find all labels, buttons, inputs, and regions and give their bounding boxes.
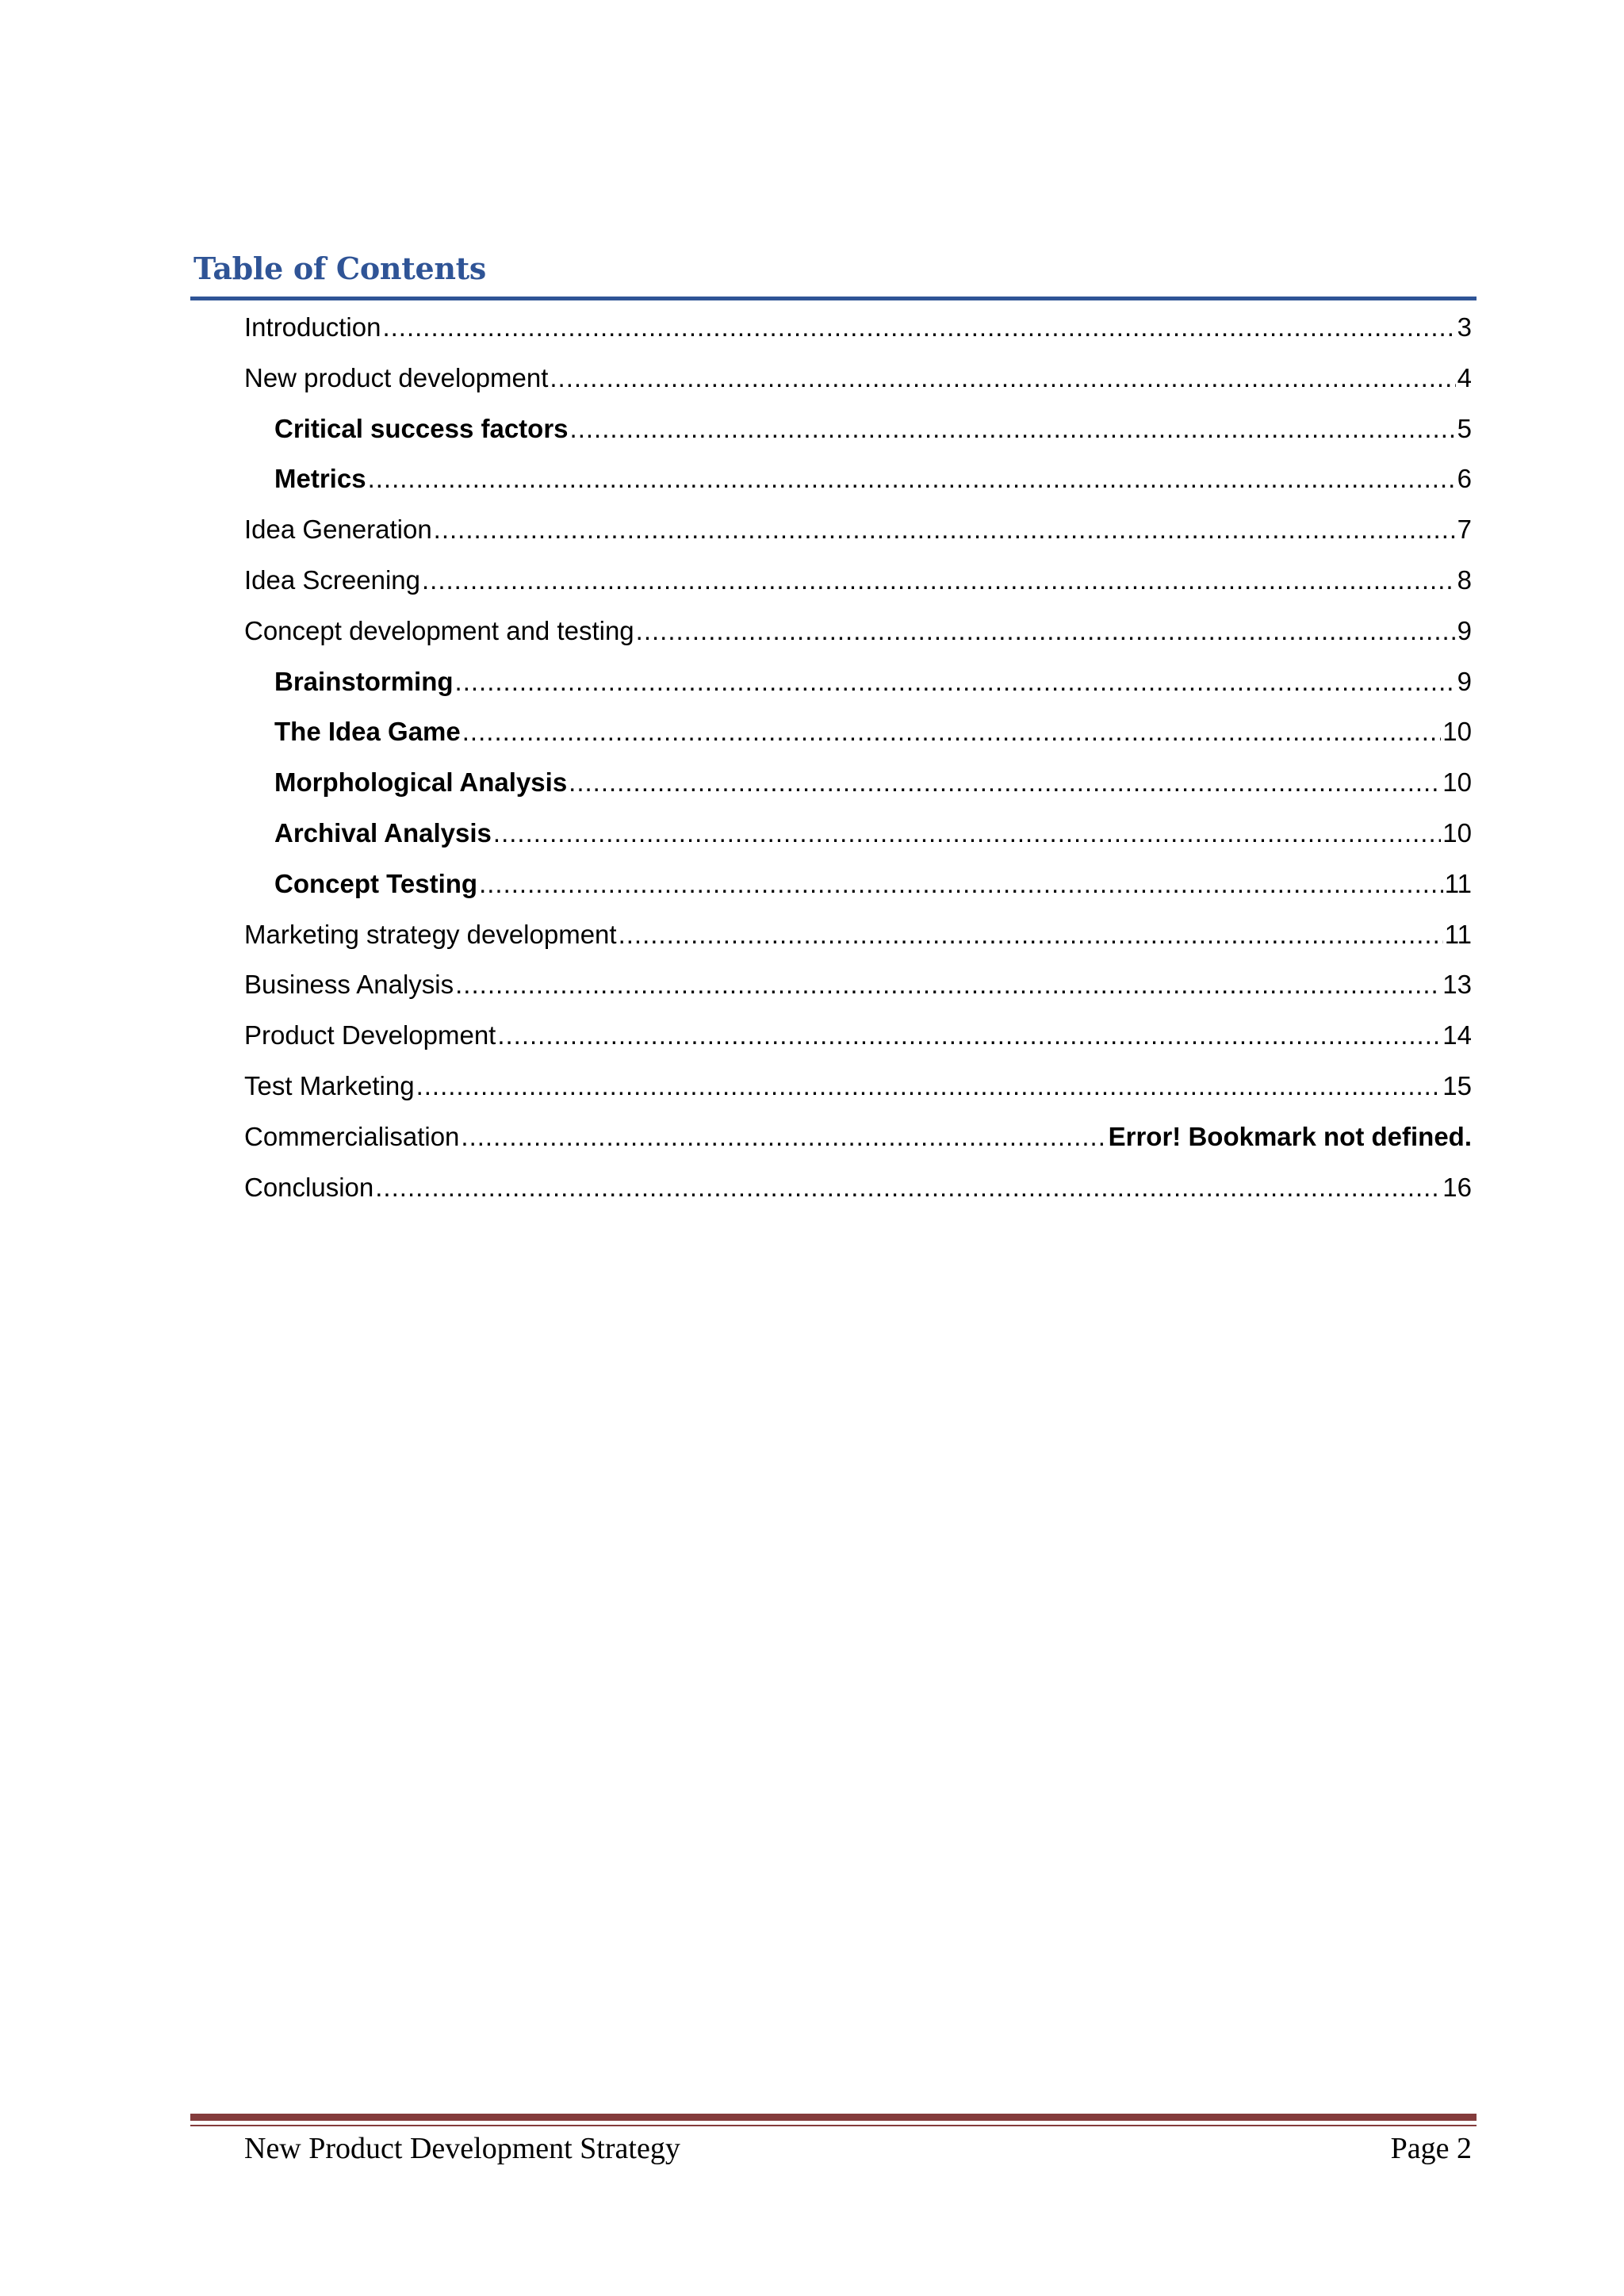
toc-entry[interactable] bbox=[274, 815, 1472, 851]
toc-entry-page: 10 bbox=[1442, 767, 1472, 797]
toc-entry-page: 16 bbox=[1442, 1173, 1472, 1202]
toc-dot-leader bbox=[375, 1169, 1441, 1206]
toc-entry-page: 11 bbox=[1444, 869, 1472, 898]
toc-entry-page: 15 bbox=[1442, 1071, 1472, 1100]
toc-entry[interactable] bbox=[244, 613, 1472, 649]
toc-entry[interactable] bbox=[244, 1119, 1472, 1155]
toc-dot-leader bbox=[636, 613, 1456, 649]
toc-entry-title: Archival Analysis bbox=[274, 818, 492, 848]
toc-entry-title: Brainstorming bbox=[274, 667, 454, 696]
toc-entry[interactable] bbox=[274, 866, 1472, 902]
toc-dot-leader bbox=[455, 664, 1456, 700]
toc-entry-title: Marketing strategy development bbox=[244, 920, 617, 949]
toc-entry[interactable] bbox=[274, 664, 1472, 700]
toc-entry-title: Critical success factors bbox=[274, 414, 569, 443]
footer-rule-thin bbox=[190, 2125, 1477, 2126]
toc-entry-title: New product development bbox=[244, 363, 549, 392]
toc-dot-leader bbox=[570, 411, 1456, 447]
toc-entry-page: 9 bbox=[1457, 667, 1472, 696]
toc-entry-page: 6 bbox=[1457, 464, 1472, 493]
toc-entry-title: The Idea Game bbox=[274, 717, 461, 746]
toc-entry[interactable] bbox=[244, 309, 1472, 346]
toc-entry-page: 3 bbox=[1457, 312, 1472, 342]
toc-dot-leader bbox=[416, 1068, 1442, 1104]
toc-dot-leader bbox=[382, 309, 1455, 346]
toc-entry-title: Introduction bbox=[244, 312, 381, 342]
toc-entry-page: 4 bbox=[1457, 363, 1472, 392]
toc-entry-page: 14 bbox=[1442, 1020, 1472, 1050]
toc-entry-title: Business Analysis bbox=[244, 970, 454, 999]
toc-entry-page: 11 bbox=[1444, 920, 1472, 949]
toc-entry[interactable] bbox=[244, 1169, 1472, 1206]
toc-entry-title: Morphological Analysis bbox=[274, 767, 568, 797]
toc-entry-title: Concept Testing bbox=[274, 869, 478, 898]
toc-entry-title: Idea Generation bbox=[244, 515, 432, 544]
toc-dot-leader bbox=[368, 461, 1456, 497]
toc-dot-leader bbox=[461, 1119, 1106, 1155]
toc-dot-leader bbox=[497, 1017, 1441, 1054]
toc-entry[interactable] bbox=[244, 1068, 1472, 1104]
toc-entry-title: Concept development and testing bbox=[244, 616, 634, 645]
toc-entry-page: 10 bbox=[1442, 818, 1472, 848]
toc-entry[interactable] bbox=[244, 966, 1472, 1003]
toc-heading-rule bbox=[190, 297, 1477, 300]
toc-entry-page: 13 bbox=[1442, 970, 1472, 999]
toc-dot-leader bbox=[455, 966, 1441, 1003]
toc-entry[interactable] bbox=[274, 411, 1472, 447]
toc-entry[interactable] bbox=[274, 461, 1472, 497]
toc-entry-page: 9 bbox=[1457, 616, 1472, 645]
footer-page-number: Page 2 bbox=[1390, 2132, 1472, 2165]
toc-dot-leader bbox=[479, 866, 1443, 902]
toc-heading: Table of Contents bbox=[193, 251, 487, 286]
toc-entry-title: Test Marketing bbox=[244, 1071, 415, 1100]
toc-entry[interactable] bbox=[244, 1017, 1472, 1054]
toc-entry-title: Idea Screening bbox=[244, 565, 420, 595]
toc-entry-page: 5 bbox=[1457, 414, 1472, 443]
footer-rule-thick bbox=[190, 2114, 1477, 2121]
toc-entry[interactable] bbox=[274, 714, 1472, 750]
toc-entry[interactable] bbox=[244, 511, 1472, 548]
toc-dot-leader bbox=[493, 815, 1441, 851]
toc-entry-title: Conclusion bbox=[244, 1173, 374, 1202]
toc-dot-leader bbox=[422, 562, 1456, 599]
toc-entry[interactable] bbox=[274, 764, 1472, 801]
toc-entry[interactable] bbox=[244, 360, 1472, 396]
toc-dot-leader bbox=[462, 714, 1442, 750]
toc-entry-title: Product Development bbox=[244, 1020, 496, 1050]
footer-document-title: New Product Development Strategy bbox=[244, 2132, 680, 2165]
toc-entry-title: Commercialisation bbox=[244, 1122, 460, 1151]
toc-entry[interactable] bbox=[244, 562, 1472, 599]
toc-entry-title: Metrics bbox=[274, 464, 366, 493]
toc-entry-page: 8 bbox=[1457, 565, 1472, 595]
toc-entry[interactable] bbox=[244, 916, 1472, 953]
toc-dot-leader bbox=[619, 916, 1443, 953]
toc-dot-leader bbox=[569, 764, 1441, 801]
toc-entry-page: 7 bbox=[1457, 515, 1472, 544]
toc-dot-leader bbox=[434, 511, 1456, 548]
toc-entry-page: Error! Bookmark not defined. bbox=[1108, 1122, 1472, 1151]
toc-entry-page: 10 bbox=[1442, 717, 1472, 746]
toc-dot-leader bbox=[550, 360, 1455, 396]
